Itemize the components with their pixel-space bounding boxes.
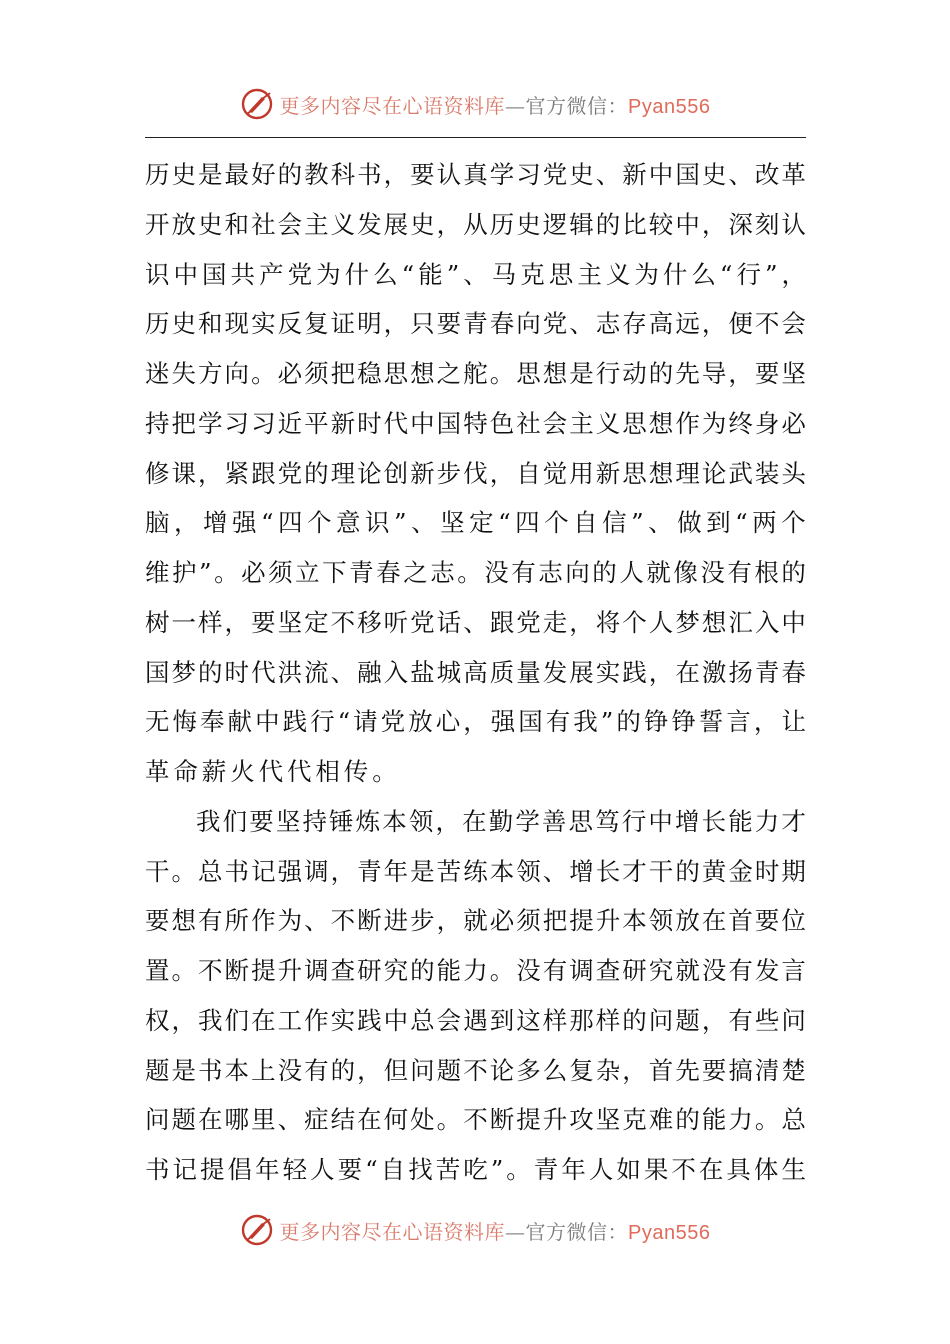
body-line: 干 。 总 书 记 强 调 ， 青 年 是 苦 练 本 领 、 增 长 才 干 的 黄 金 时 期 xyxy=(145,856,806,886)
header-brand: 更多内容尽在心语资料库 xyxy=(279,93,506,118)
body-line: 要 想 有 所 作 为 、 不 断 进 步 ， 就 必 须 把 提 升 本 领 放 在 首 要 位 xyxy=(145,906,806,936)
footer-text xyxy=(280,1216,711,1245)
header-wechat-label: 官方微信： xyxy=(525,93,629,118)
footer-wechat-label: 官方微信： xyxy=(525,1219,629,1244)
document-body xyxy=(145,150,806,1195)
body-line: 无 悔 奉 献 中 践 行 “ 请 党 放 心 ， 强 国 有 我 ” 的 铮 铮 誓 言 ， 让 xyxy=(145,707,806,737)
header-wechat-id: Pyan556 xyxy=(628,95,711,118)
header-dash: — xyxy=(505,93,526,118)
body-line: 书 记 提 倡 年 轻 人 要 “ 自 找 苦 吃 ” 。 青 年 人 如 果 不 在 具 体 生 xyxy=(145,1155,806,1184)
header-text xyxy=(280,90,711,119)
body-line: 历 史 和 现 实 反 复 证 明 ， 只 要 青 春 向 党 、 志 存 高 远 ， 便 不 会 xyxy=(145,309,806,339)
quill-seal-icon xyxy=(240,87,274,121)
footer-wechat-id: Pyan556 xyxy=(628,1221,711,1244)
body-line: 树 一 样 ， 要 坚 定 不 移 听 党 话 、 跟 党 走 ， 将 个 人 梦 想 汇 入 中 xyxy=(145,607,806,637)
body-line: 脑 ， 增 强 “ 四 个 意 识 ” 、 坚 定 “ 四 个 自 信 ” 、 做 到 “ 两 个 xyxy=(145,508,806,538)
body-line-paragraph-end: 革命薪火代代相传。 xyxy=(145,757,401,786)
body-line: 国 梦 的 时 代 洪 流 、 融 入 盐 城 高 质 量 发 展 实 践 ， 在 激 扬 青 春 xyxy=(145,657,806,687)
header-banner xyxy=(0,82,950,126)
footer-brand: 更多内容尽在心语资料库 xyxy=(279,1219,506,1244)
body-line: 开 放 史 和 社 会 主 义 发 展 史 ， 从 历 史 逻 辑 的 比 较 中 ， 深 刻 认 xyxy=(145,209,806,239)
body-line-paragraph-start: 我 们 要 坚 持 锤 炼 本 领 ， 在 勤 学 善 思 笃 行 中 增 长 能 力 才 xyxy=(196,806,806,836)
body-line: 权 ， 我 们 在 工 作 实 践 中 总 会 遇 到 这 样 那 样 的 问 题 ， 有 些 问 xyxy=(145,1005,806,1035)
body-line: 历 史 是 最 好 的 教 科 书 ， 要 认 真 学 习 党 史 、 新 中 国 史 、 改 革 xyxy=(145,160,806,189)
body-line: 迷 失 方 向 。 必 须 把 稳 思 想 之 舵 。 思 想 是 行 动 的 先 导 ， 要 坚 xyxy=(145,359,806,388)
body-line: 识 中 国 共 产 党 为 什 么 “ 能 ” 、 马 克 思 主 义 为 什 么 “ 行 ” ， xyxy=(145,259,806,289)
body-line: 持 把 学 习 习 近 平 新 时 代 中 国 特 色 社 会 主 义 思 想 作 为 终 身 必 xyxy=(145,408,806,438)
quill-seal-icon xyxy=(240,1213,274,1247)
header-divider xyxy=(145,137,806,138)
body-line: 问 题 在 哪 里 、 症 结 在 何 处 。 不 断 提 升 攻 坚 克 难 的 能 力 。 总 xyxy=(145,1105,806,1135)
body-line: 题 是 书 本 上 没 有 的 ， 但 问 题 不 论 多 么 复 杂 ， 首 先 要 搞 清 楚 xyxy=(145,1055,806,1085)
body-line: 修 课 ， 紧 跟 党 的 理 论 创 新 步 伐 ， 自 觉 用 新 思 想 理 论 武 装 头 xyxy=(145,458,806,488)
body-line: 置 。 不 断 提 升 调 查 研 究 的 能 力 。 没 有 调 查 研 究 就 没 有 发 言 xyxy=(145,956,806,985)
body-line: 维 护 ” 。 必 须 立 下 青 春 之 志 。 没 有 志 向 的 人 就 像 没 有 根 的 xyxy=(145,558,806,587)
footer-banner xyxy=(0,1208,950,1252)
footer-dash: — xyxy=(505,1219,526,1244)
